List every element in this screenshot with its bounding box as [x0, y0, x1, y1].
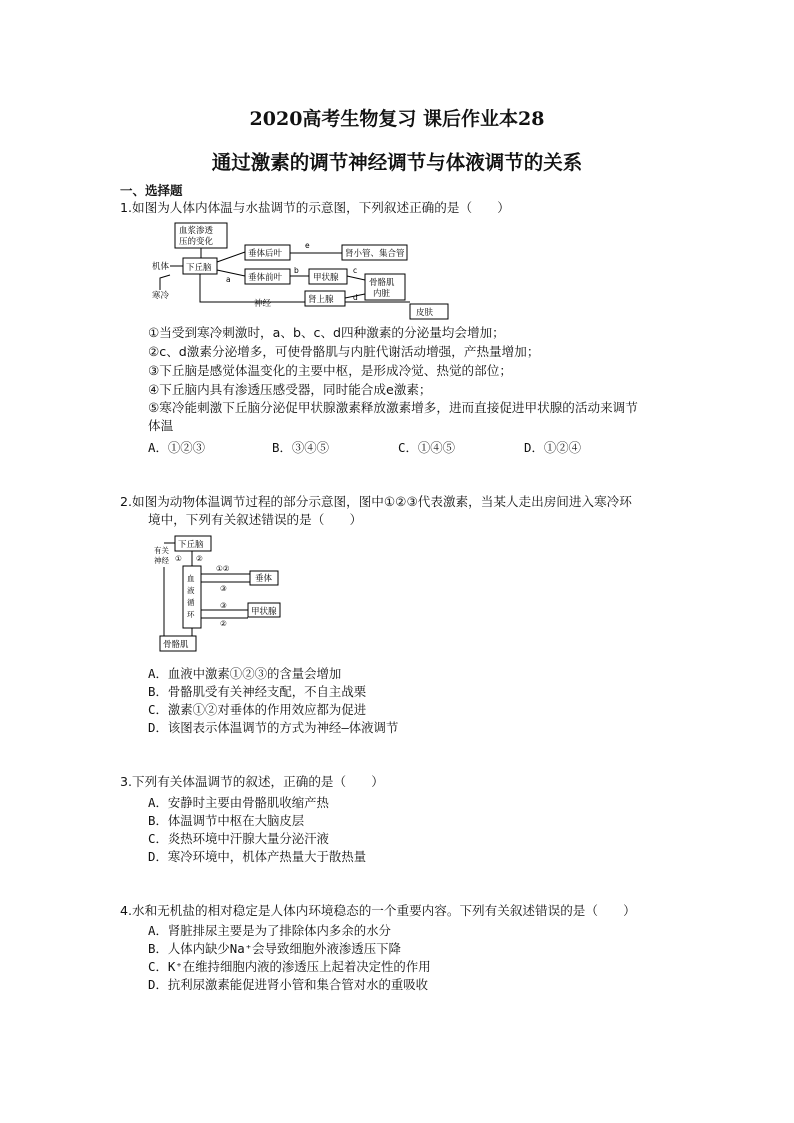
q1-statement-3: ③下丘脑是感觉体温变化的主要中枢，是形成冷觉、热觉的部位；	[148, 363, 512, 378]
q4-option-a: A．肾脏排尿主要是为了排除体内多余的水分	[148, 923, 391, 938]
section-heading: 一、选择题	[120, 183, 183, 198]
q2-option-a: A．血液中激素①②③的含量会增加	[148, 666, 342, 681]
hormone-3a-label: ③	[220, 584, 227, 593]
q1-statement-4: ④下丘脑内具有渗透压感受器，同时能合成e激素；	[148, 382, 432, 397]
cold-label: 寒冷	[152, 291, 170, 301]
posterior-pituitary-label: 垂体后叶	[248, 249, 283, 259]
arrow	[217, 270, 245, 276]
q3-stem: 3.下列有关体温调节的叙述，正确的是（ ）	[120, 774, 384, 789]
q3-option-a: A．安静时主要由骨骼肌收缩产热	[148, 795, 329, 810]
q1-option-a: A．①②③	[148, 440, 206, 455]
muscle-label: 骨骼肌	[369, 278, 395, 288]
hormone-1-label: ①	[175, 554, 182, 563]
body-label: 机体	[152, 262, 170, 272]
plasma-label-2: 压的变化	[179, 237, 214, 247]
hormone-c-label: c	[353, 266, 358, 275]
skin-label: 皮肤	[416, 308, 434, 318]
hormone-3b-label: ③	[220, 601, 227, 610]
blood-label-1: 血	[187, 574, 195, 583]
adrenal-label: 肾上腺	[308, 295, 334, 305]
q2-stem-cont: 境中，下列有关叙述错误的是（ ）	[148, 512, 363, 527]
q2-stem: 2.如图为动物体温调节过程的部分示意图，图中①②③代表激素，当某人走出房间进入寒冷环	[120, 494, 632, 509]
hypothalamus-label: 下丘脑	[178, 540, 204, 550]
q3-option-b: B．体温调节中枢在大脑皮层	[148, 813, 305, 828]
thyroid-label: 甲状腺	[251, 607, 277, 617]
nerve-label-2: 神经	[154, 556, 169, 565]
q4-stem: 4.水和无机盐的相对稳定是人体内环境稳态的一个重要内容。下列有关叙述错误的是（ ）	[120, 903, 636, 918]
q1-statement-2: ②c、d激素分泌增多，可使骨骼肌与内脏代谢活动增强，产热量增加；	[148, 344, 540, 359]
skeletal-muscle-label: 骨骼肌	[163, 640, 189, 650]
q2-option-c: C．激素①②对垂体的作用效应都为促进	[148, 702, 367, 717]
hormone-e-label: e	[305, 241, 310, 250]
hormone-2-label: ②	[196, 554, 203, 563]
arrow	[347, 276, 365, 280]
q1-diagram	[150, 220, 450, 320]
arrow	[217, 252, 245, 262]
nerve-label: 神经	[254, 299, 272, 309]
q1-option-c: C．①④⑤	[398, 440, 456, 455]
q2-diagram	[152, 533, 292, 658]
plasma-label: 血浆渗透	[179, 226, 214, 236]
hormone-a-label: a	[226, 275, 231, 284]
q1-stem: 1.如图为人体内体温与水盐调节的示意图，下列叙述正确的是（ ）	[120, 200, 510, 215]
hormone-d-label: d	[353, 293, 358, 302]
blood-label-2: 液	[187, 586, 195, 595]
q2-option-d: D．该图表示体温调节的方式为神经—体液调节	[148, 720, 399, 735]
q3-option-c: C．炎热环境中汗腺大量分泌汗液	[148, 831, 329, 846]
hormone-12-label: ①②	[216, 564, 230, 573]
anterior-pituitary-label: 垂体前叶	[248, 273, 283, 283]
q3-option-d: D．寒冷环境中，机体产热量大于散热量	[148, 849, 367, 864]
q1-statement-5-cont: 体温	[148, 418, 174, 433]
blood-label-3: 循	[187, 598, 195, 607]
hormone-2b-label: ②	[220, 619, 227, 628]
blood-label-4: 环	[187, 610, 195, 619]
q1-statement-1: ①当受到寒冷刺激时，a、b、c、d四种激素的分泌量均会增加；	[148, 325, 505, 340]
nerve-label: 有关	[154, 546, 169, 555]
kidney-tubule-label: 肾小管、集合管	[345, 249, 405, 259]
page-subtitle: 通过激素的调节神经调节与体液调节的关系	[211, 151, 583, 174]
q4-option-d: D．抗利尿激素能促进肾小管和集合管对水的重吸收	[148, 977, 429, 992]
page-title: 2020高考生物复习 课后作业本28	[249, 108, 545, 130]
arrow	[160, 275, 170, 290]
q4-option-c: C．K⁺在维持细胞内液的渗透压上起着决定性的作用	[148, 959, 431, 974]
hormone-b-label: b	[294, 266, 299, 275]
q1-option-d: D．①②④	[524, 440, 582, 455]
q2-option-b: B．骨骼肌受有关神经支配，不自主战栗	[148, 684, 367, 699]
q1-statement-5: ⑤寒冷能刺激下丘脑分泌促甲状腺激素释放激素增多，进而直接促进甲状腺的活动来调节	[148, 400, 638, 415]
q4-option-b: B．人体内缺少Na⁺会导致细胞外液渗透压下降	[148, 941, 401, 956]
hypothalamus-label: 下丘脑	[186, 263, 212, 273]
thyroid-label: 甲状腺	[313, 273, 339, 283]
pituitary-label: 垂体	[255, 574, 273, 584]
viscera-label: 内脏	[373, 289, 391, 299]
q1-option-b: B．③④⑤	[272, 440, 330, 455]
